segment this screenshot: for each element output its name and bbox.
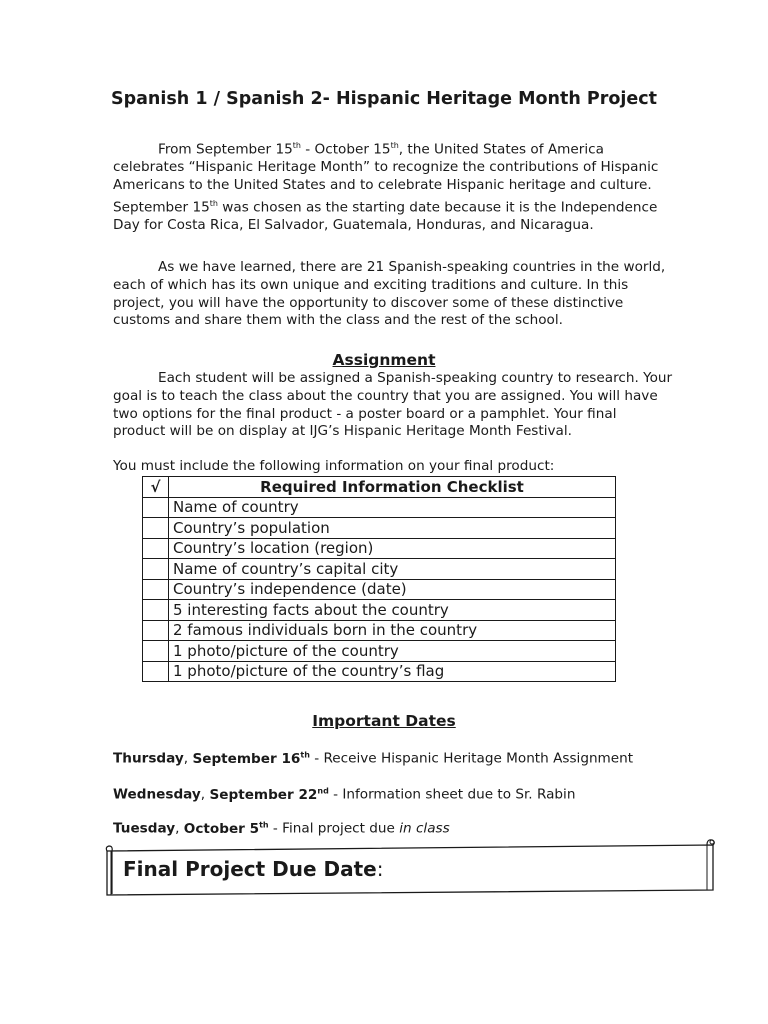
date-separator: , (175, 820, 184, 837)
checkbox-cell[interactable] (143, 497, 169, 518)
due-date-label (123, 857, 383, 881)
ordinal-suffix: th (292, 141, 301, 150)
intro-text: - October 15 (300, 141, 391, 158)
checklist-item: Name of country’s capital city (169, 559, 616, 580)
date-description: - Receive Hispanic Heritage Month Assignment (309, 750, 634, 767)
date-entry-3 (113, 820, 450, 837)
date-entry-2 (113, 786, 575, 803)
date-description: - Final project due (268, 820, 400, 837)
page-title: Spanish 1 / Spanish 2- Hispanic Heritage Month Project (110, 89, 658, 109)
intro-text: , the United States of America celebrates “Hispanic Heritage Month” to recognize the contributions of Hispanic Americans to the United States and to celebrate Hispanic heritage and culture. September 15 (113, 141, 659, 216)
ordinal-suffix: th (259, 820, 269, 829)
checklist-item: 1 photo/picture of the country’s flag (169, 661, 616, 682)
checkbox-cell[interactable] (143, 579, 169, 600)
date-text: September 22 (209, 786, 318, 803)
date-value (209, 787, 328, 803)
checklist-item: Country’s population (169, 518, 616, 539)
checklist-header-row (143, 477, 616, 498)
checkbox-cell[interactable] (143, 518, 169, 539)
checkbox-cell[interactable] (143, 600, 169, 621)
date-day: Wednesday (113, 786, 201, 803)
date-separator: , (183, 750, 193, 767)
intro-text: From September 15 (158, 141, 293, 158)
intro-text: was chosen as the starting date because it is the Independence Day for Costa Rica, El Salvador, Guatemala, Honduras, and Nicaragua. (113, 199, 658, 234)
checklist-item: 1 photo/picture of the country (169, 641, 616, 662)
checklist-row (143, 641, 616, 662)
ordinal-suffix: th (300, 750, 310, 759)
important-dates-heading: Important Dates (312, 712, 456, 730)
checkbox-cell[interactable] (143, 620, 169, 641)
date-value (184, 821, 269, 837)
checkbox-cell[interactable] (143, 641, 169, 662)
checkbox-cell[interactable] (143, 661, 169, 682)
checkbox-cell[interactable] (143, 538, 169, 559)
checklist-item: 2 famous individuals born in the country (169, 620, 616, 641)
assignment-paragraph: Each student will be assigned a Spanish-speaking country to research. Your goal is to teach the class about the country that you are assigned. You will have two options for the final product - a poster board or a pamphlet. Your final product will be on display at IJG’s Hispanic Heritage Month Festival. (113, 370, 673, 440)
checklist-item: Name of country (169, 497, 616, 518)
date-emphasis: in class (399, 820, 450, 837)
required-info-checklist (142, 476, 616, 682)
checklist-row (143, 518, 616, 539)
checklist-header: Required Information Checklist (169, 477, 616, 498)
ordinal-suffix: nd (317, 786, 329, 795)
date-day: Tuesday (113, 820, 176, 837)
include-instruction: You must include the following information on your final product: (113, 458, 555, 474)
date-value (192, 751, 309, 767)
intro-paragraph-2: As we have learned, there are 21 Spanish-speaking countries in the world, each of which has its own unique and exciting traditions and culture. In this project, you will have the opportunity to discover some of these distinctive customs and share them with the class and the rest of the school. (113, 259, 666, 329)
checklist-item: 5 interesting facts about the country (169, 600, 616, 621)
date-text: September 16 (192, 750, 301, 767)
checklist-row (143, 538, 616, 559)
date-separator: , (200, 786, 210, 803)
ordinal-suffix: th (209, 198, 218, 208)
date-entry-1 (113, 750, 633, 767)
intro-paragraph-1 (113, 137, 673, 235)
due-date-colon: : (376, 857, 384, 881)
checklist-row (143, 579, 616, 600)
checklist-item: Country’s independence (date) (169, 579, 616, 600)
checkbox-cell[interactable] (143, 559, 169, 580)
ordinal-suffix: th (390, 141, 399, 150)
assignment-heading: Assignment (332, 351, 436, 369)
checklist-row (143, 497, 616, 518)
date-description: - Information sheet due to Sr. Rabin (328, 786, 576, 803)
due-date-text: Final Project Due Date (123, 857, 377, 881)
due-date-scroll-banner (103, 838, 717, 898)
checklist-row (143, 600, 616, 621)
date-text: October 5 (183, 820, 260, 837)
checklist-row (143, 620, 616, 641)
checklist-item: Country’s location (region) (169, 538, 616, 559)
checkmark-header: √ (143, 477, 169, 498)
date-day: Thursday (113, 750, 184, 767)
checklist-row (143, 559, 616, 580)
checklist-row (143, 661, 616, 682)
